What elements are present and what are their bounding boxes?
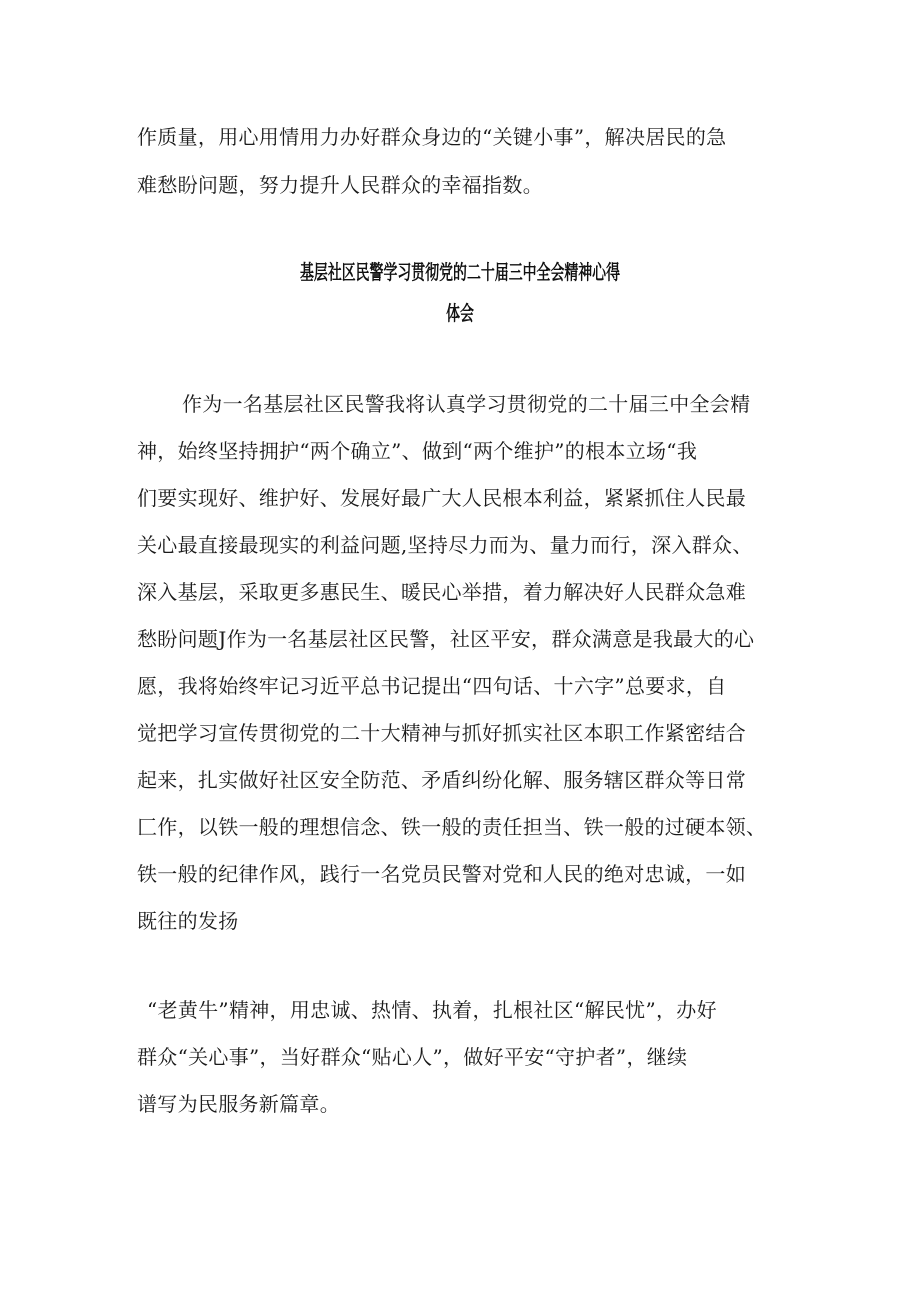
body-line: 作为一名基层社区民警我将认真学习贯彻党的二十届三中全会精 xyxy=(182,392,751,416)
body-line: 匚作，以铁一般的理想信念、铁一般的责任担当、铁一般的过硬本领、 xyxy=(137,815,767,839)
tail-line: “老黄牛”精神，用忠诚、热情、执着，扎根社区“解民忧”，办好 xyxy=(147,998,717,1022)
body-line: 起来，扎实做好社区安全防范、矛盾纠纷化解、服务辖区群众等日常 xyxy=(137,768,746,792)
tail-line: 群众“关心事”，当好群众“贴心人”，做好平安“守护者”，继续 xyxy=(137,1045,688,1069)
body-line: 们要实现好、维护好、发展好最广大人民根本利益，紧紧抓住人民最 xyxy=(137,486,746,510)
article-title-continued: 体会 xyxy=(446,301,474,325)
body-line: 深入基层，采取更多惠民生、暖民心举措，着力解决好人民群众急难 xyxy=(137,580,746,604)
body-line: 神，始终坚持拥护“两个确立”、做到“两个维护”的根本立场“我 xyxy=(137,439,698,463)
body-line: 愁盼问题J作为一名基层社区民警，社区平安，群众满意是我最大的心 xyxy=(137,627,755,651)
body-line: 愿，我将始终牢记习近平总书记提出“四句话、十六字”总要求，自 xyxy=(137,674,727,698)
body-line: 觉把学习宣传贯彻党的二十大精神与抓好抓实社区本职工作紧密结合 xyxy=(137,721,746,745)
tail-line: 谱写为民服务新篇章。 xyxy=(137,1092,340,1116)
intro-line: 作质量，用心用情用力办好群众身边的“关键小事”，解决居民的急 xyxy=(137,125,727,149)
body-line: 关心最直接最现实的利益问题,坚持尽力而为、量力而行，深入群众、 xyxy=(137,533,753,557)
intro-line: 难愁盼问题，努力提升人民群众的幸福指数。 xyxy=(137,173,543,197)
article-title: 基层社区民警学习贯彻党的二十届三中全会精神心得 xyxy=(299,260,621,284)
body-line: 铁一般的纪律作风，践行一名党员民警对党和人民的绝对忠诚，一如 xyxy=(137,862,746,886)
body-line: 既往的发扬 xyxy=(137,909,239,933)
